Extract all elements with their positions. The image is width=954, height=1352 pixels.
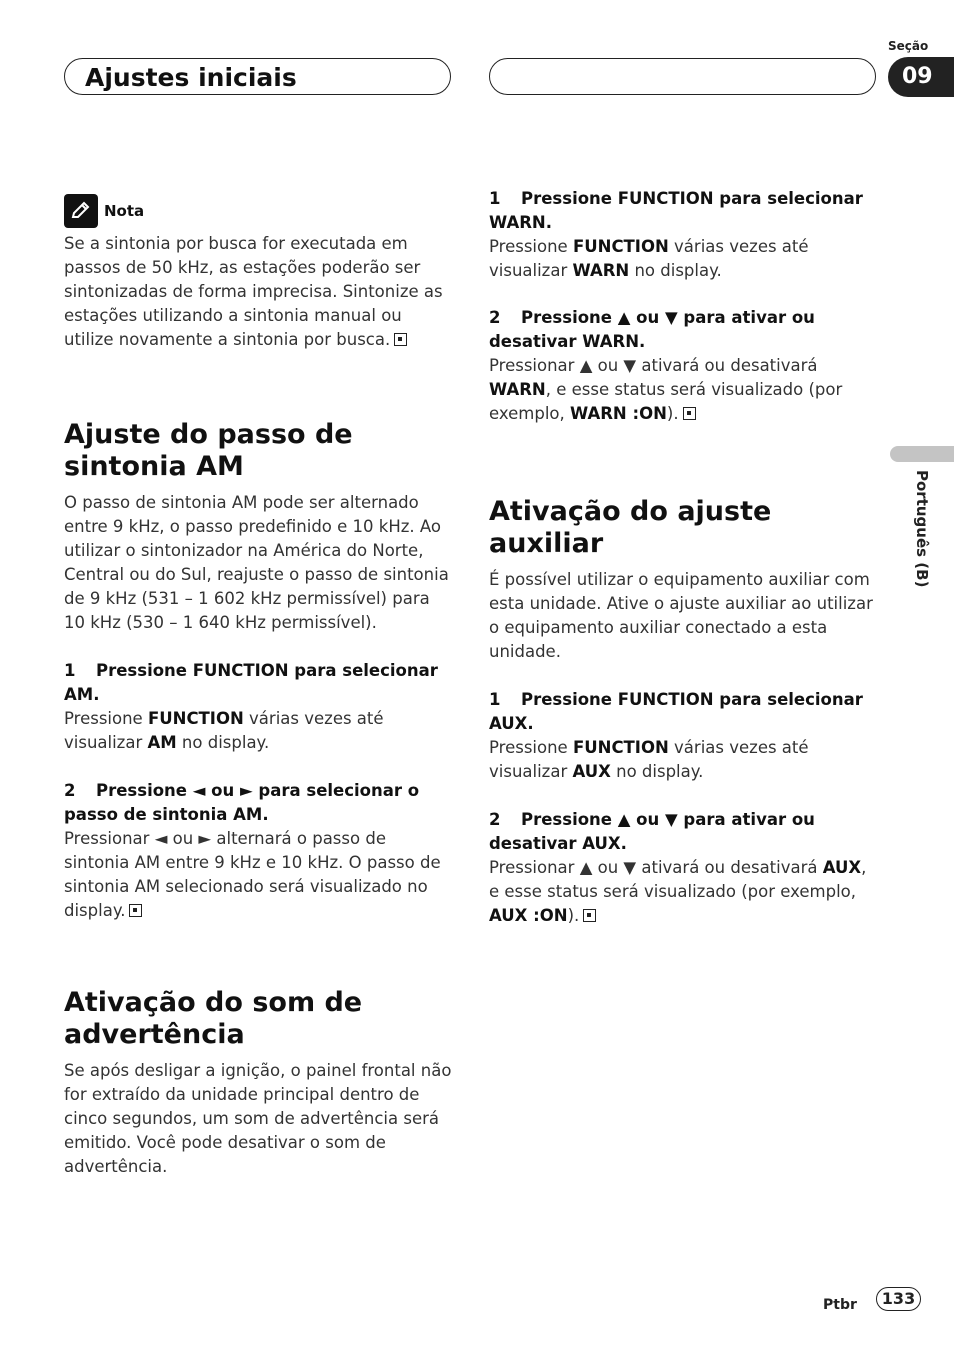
warning-heading: Ativação do som de advertência (64, 987, 363, 1050)
language-tab (890, 446, 954, 462)
warning-section (64, 987, 454, 1179)
am-step2-title: 2 Pressione ◄ ou ► para selecionar o passo de sintonia AM. (64, 781, 420, 824)
warning-intro: Se após desligar a ignição, o painel frontal não for extraído da unidade principal dentro de cinco segundos, um som de advertência será emitido. Você pode desativar o som de advertência. (64, 1061, 452, 1176)
warn-step1-title: 1 Pressione FUNCTION para selecionar WARN. (489, 189, 863, 232)
end-mark-icon (129, 904, 142, 917)
note-text: Se a sintonia por busca for executada em passos de 50 kHz, as estações poderão ser sintonizadas de forma imprecisa. Sintonize as estações utilizando a sintonia manual ou utilize novamente a sintonia por busca. (64, 234, 443, 349)
end-mark-icon (683, 407, 696, 420)
language-label: Português (B) (913, 470, 931, 588)
am-step1-title: 1 Pressione FUNCTION para selecionar AM. (64, 661, 438, 704)
am-step-heading: Ajuste do passo de sintonia AM (64, 419, 353, 482)
am-step-section (64, 419, 454, 923)
section-number-badge: 09 (888, 57, 954, 97)
section-label: Seção (888, 39, 929, 53)
aux-step1-text: Pressione FUNCTION várias vezes até visualizar AUX no display. (489, 738, 809, 781)
page-title: Ajustes iniciais (85, 63, 297, 92)
pencil-icon (64, 194, 98, 228)
note-block (64, 194, 454, 352)
aux-intro: É possível utilizar o equipamento auxiliar com esta unidade. Ative o ajuste auxiliar ao utilizar o equipamento auxiliar conectado a esta unidade. (489, 570, 873, 661)
language-code: Ptbr (823, 1297, 857, 1313)
header-title-pill (64, 58, 451, 95)
page-number: 133 (876, 1287, 921, 1311)
end-mark-icon (394, 333, 407, 346)
am-step2-text: Pressionar ◄ ou ► alternará o passo de sintonia AM entre 9 kHz e 10 kHz. O passo de sintonia AM selecionado será visualizado no display. (64, 829, 441, 920)
warning-steps (489, 187, 879, 426)
warn-step1-text: Pressione FUNCTION várias vezes até visualizar WARN no display. (489, 237, 809, 280)
aux-step2-text: Pressionar ▲ ou ▼ ativará ou desativará AUX, e esse status será visualizado (por exemplo, AUX :ON). (489, 858, 867, 925)
am-step-intro: O passo de sintonia AM pode ser alternado entre 9 kHz, o passo predefinido e 10 kHz. Ao utilizar o sintonizador na América do Norte, Central ou do Sul, reajuste o passo de sintonia de 9 kHz (531 – 1 602 kHz permissível) para 10 kHz (530 – 1 640 kHz permissível). (64, 493, 449, 632)
aux-section (489, 496, 879, 928)
warn-step2-title: 2 Pressione ▲ ou ▼ para ativar ou desativar WARN. (489, 308, 815, 351)
am-step1-text: Pressione FUNCTION várias vezes até visualizar AM no display. (64, 709, 384, 752)
aux-step2-title: 2 Pressione ▲ ou ▼ para ativar ou desativar AUX. (489, 810, 815, 853)
aux-step1-title: 1 Pressione FUNCTION para selecionar AUX. (489, 690, 863, 733)
warn-step2-text: Pressionar ▲ ou ▼ ativará ou desativará WARN, e esse status será visualizado (por exemplo, WARN :ON). (489, 356, 843, 423)
note-label: Nota (104, 202, 145, 220)
header-empty-pill (489, 58, 876, 95)
end-mark-icon (583, 909, 596, 922)
aux-heading: Ativação do ajuste auxiliar (489, 496, 772, 559)
